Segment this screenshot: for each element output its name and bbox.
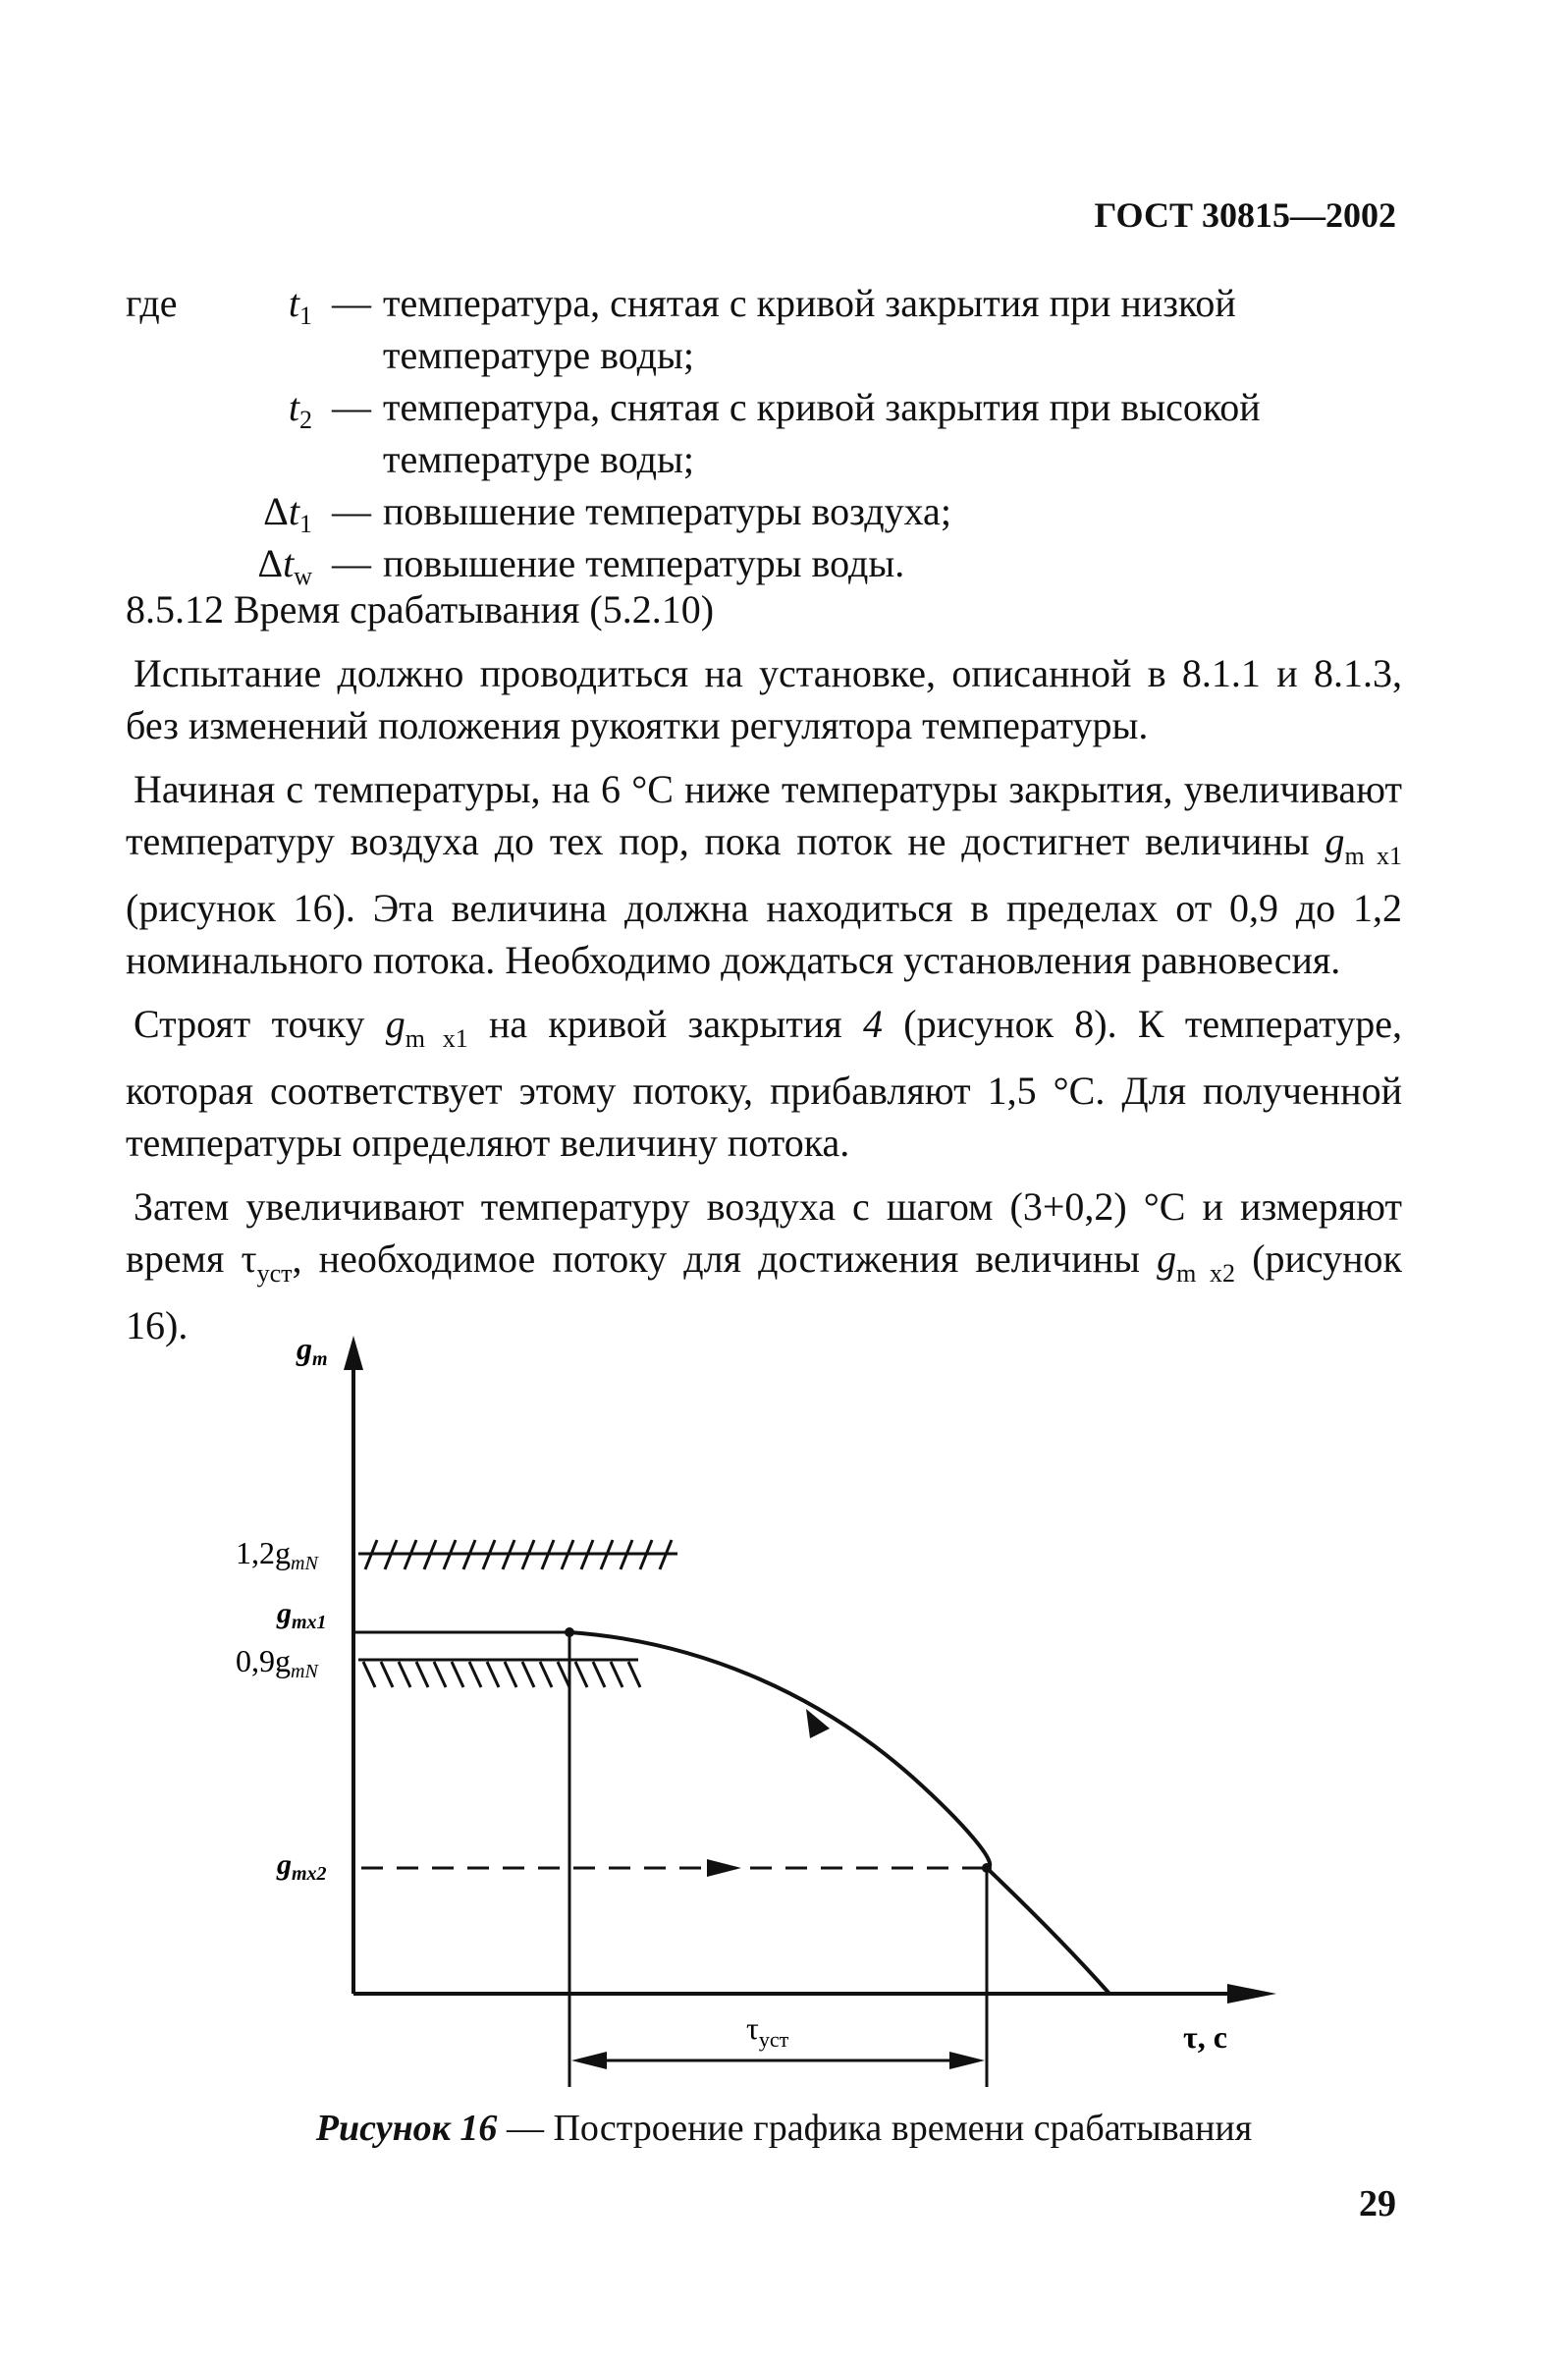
upper-limit-label: 1,2gmN — [236, 1535, 318, 1574]
interval-arrow-left — [571, 2052, 607, 2069]
definition-symbol: $\Delta t_1$ — [263, 489, 312, 538]
definition-dash: — — [332, 281, 371, 325]
paragraph: Затем увеличивают температуру воздуха с шагом (3+0,2) °С и измеряют время $\tau_{уст}$, необходимое потоку для достижения величины $g_{m x2}$ (рисунок 16). — [126, 1184, 1402, 1347]
definition-dash: — — [332, 489, 371, 533]
gmx2-label: $g_{mx2}$ — [277, 1848, 327, 1885]
gmx1-label: $g_{mx1}$ — [277, 1597, 327, 1633]
document-header: ГОСТ 30815—2002 — [1094, 195, 1396, 235]
definition-dash: — — [332, 385, 371, 429]
definition-text: температура, снятая с кривой закрытия при низкой температуре воды; — [383, 281, 1236, 377]
lower-limit-label: 0,9gmN — [236, 1643, 318, 1682]
dashed-direction-arrow — [707, 1859, 741, 1877]
figure-caption: Рисунок 16 — Построение графика времени срабатывания — [315, 2108, 1253, 2149]
lower-limit-hatch — [363, 1662, 640, 1687]
definition-text: повышение температуры воды. — [383, 541, 905, 585]
x-axis-label: τ, с — [1183, 2019, 1227, 2055]
x-axis-arrow — [1227, 1984, 1276, 2004]
interval-label: $\tau_{уст}$ — [746, 2010, 789, 2052]
definition-symbol: $t_1$ — [288, 281, 312, 330]
paragraph: Строят точку $g_{m x1}$ на кривой закрытия 4 (рисунок 8). К температуре, которая соответствует этому потоку, прибавляют 1,5 °С. Для полученной температуры определяют величину потока. — [126, 1002, 1402, 1165]
definition-symbol: $t_2$ — [288, 385, 312, 434]
closing-curve — [569, 1632, 1109, 1994]
interval-arrow-right — [949, 2052, 985, 2069]
y-axis-arrow — [344, 1336, 363, 1370]
definition-text: повышение температуры воздуха; — [383, 489, 951, 533]
page-number: 29 — [1359, 2183, 1396, 2224]
definitions-lead: где — [126, 281, 178, 325]
y-axis-label: gm — [297, 1331, 328, 1370]
definition-text: температура, снятая с кривой закрытия при высокой температуре воды; — [383, 385, 1261, 481]
paragraph: Испытание должно проводиться на установке, описанной в 8.1.1 и 8.1.3, без изменений положения рукоятки регулятора температуры. — [126, 651, 1402, 747]
definition-symbol: $\Delta t_w$ — [257, 541, 312, 590]
section-heading: 8.5.12 Время срабатывания (5.2.10) — [126, 587, 715, 631]
definition-dash: — — [332, 541, 371, 585]
paragraph: Начиная с температуры, на 6 °С ниже температуры закрытия, увеличивают температуру воздуха до тех пор, пока поток не достигнет величины $g_{m x1}$ (рисунок 16). Эта величина должна находиться в пределах от 0,9 до 1,2 номинального потока. Необходимо дождаться установления равновесия. — [126, 767, 1402, 982]
